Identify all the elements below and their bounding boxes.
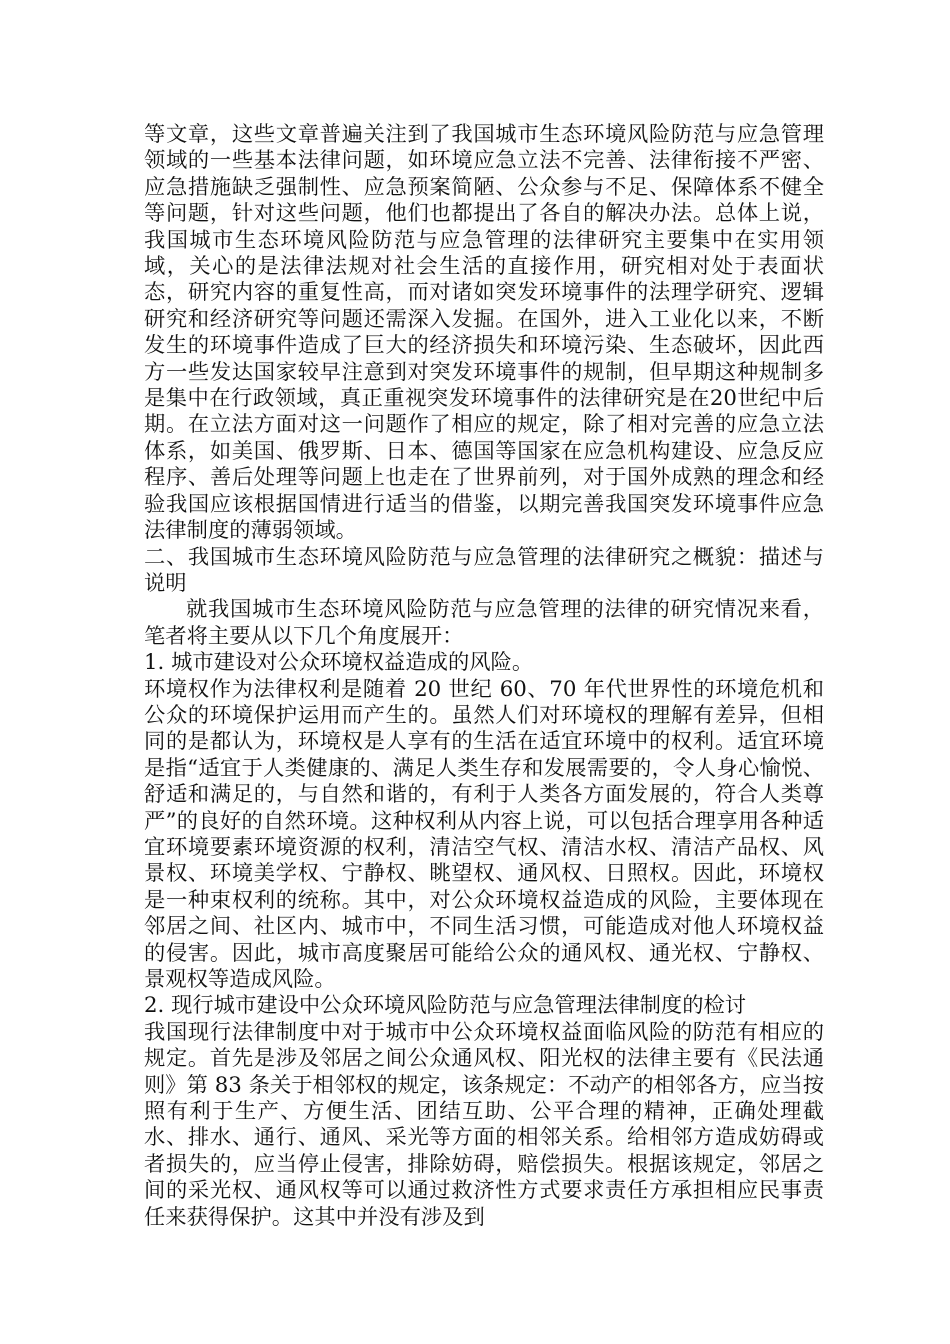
body-paragraph: 等文章，这些文章普遍关注到了我国城市生态环境风险防范与应急管理领域的一些基本法律问题，如环境应急立法不完善、法律衔接不严密、应急措施缺乏强制性、应急预案简陋、公众参与不足、保障体系不健全等问题，针对这些问题，他们也都提出了各自的解决办法。总体上说，我国城市生态环境风险防范与应急管理的法律研究主要集中在实用领域，关心的是法律法规对社会生活的直接作用，研究相对处于表面状态，研究内容的重复性高，而对诸如突发环境事件的法理学研究、逻辑研究和经济研究等问题还需深入发掘。在国外，进入工业化以来，不断发生的环境事件造成了巨大的经济损失和环境污染、生态破坏，因此西方一些发达国家较早注意到对突发环境事件的规制，但早期这种规制多是集中在行政领域，真正重视突发环境事件的法律研究是在20世纪中后期。在立法方面对这一问题作了相应的规定，除了相对完善的应急立法体系，如美国、俄罗斯、日本、德国等国家在应急机构建设、应急反应程序、善后处理等问题上也走在了世界前列，对于国外成熟的理念和经验我国应该根据国情进行适当的借鉴，以期完善我国突发环境事件应急法律制度的薄弱领域。 [144, 122, 824, 544]
body-paragraph: 环境权作为法律权利是随着 20 世纪 60、70 年代世界性的环境危机和公众的环境保护运用而产生的。虽然人们对环境权的理解有差异，但相同的是都认为，环境权是人享有的生活在适宜环境中的权利。适宜环境是指“适宜于人类健康的、满足人类生存和发展需要的，令人身心愉悦、舒适和满足的，与自然和谐的，有利于人类各方面发展的，符合人类尊严”的良好的自然环境。这种权利从内容上说，可以包括合理享用各种适宜环境要素环境资源的权利，清洁空气权、清洁水权、清洁产品权、风景权、环境美学权、宁静权、眺望权、通风权、日照权。因此，环境权是一种束权利的统称。其中，对公众环境权益造成的风险，主要体现在邻居之间、社区内、城市中，不同生活习惯，可能造成对他人环境权益的侵害。因此，城市高度聚居可能给公众的通风权、通光权、宁静权、景观权等造成风险。 [144, 676, 824, 992]
section-heading: 二、我国城市生态环境风险防范与应急管理的法律研究之概貌：描述与说明 [144, 544, 824, 596]
body-paragraph: 我国现行法律制度中对于城市中公众环境权益面临风险的防范有相应的规定。首先是涉及邻居之间公众通风权、阳光权的法律主要有《民法通则》第 83 条关于相邻权的规定，该条规定：不动产的相邻各方，应当按照有利于生产、方便生活、团结互助、公平合理的精神，正确处理截水、排水、通行、通风、采光等方面的相邻关系。给相邻方造成妨碍或者损失的，应当停止侵害，排除妨碍，赔偿损失。根据该规定，邻居之间的采光权、通风权等可以通过救济性方式要求责任方承担相应民事责任来获得保护。这其中并没有涉及到 [144, 1019, 824, 1230]
subsection-heading: 1. 城市建设对公众环境权益造成的风险。 [144, 650, 534, 676]
document-page [144, 122, 824, 1231]
subsection-heading: 2. 现行城市建设中公众环境风险防范与应急管理法律制度的检讨 [144, 993, 747, 1019]
body-paragraph: 就我国城市生态环境风险防范与应急管理的法律的研究情况来看，笔者将主要从以下几个角度展开： [144, 597, 824, 649]
